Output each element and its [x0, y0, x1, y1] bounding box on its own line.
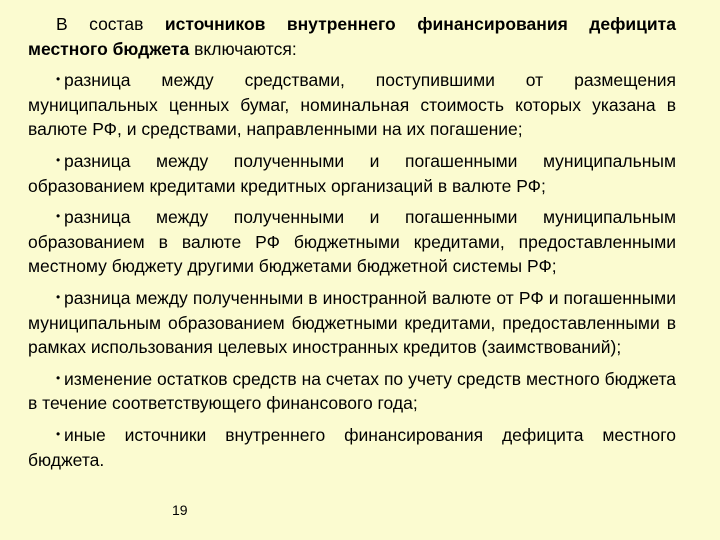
bullet-icon: •: [56, 289, 61, 304]
bullet-icon: •: [56, 152, 61, 167]
bullet-icon: •: [56, 72, 61, 87]
bullet-icon: •: [56, 370, 61, 385]
bullet-item-6: [28, 422, 676, 472]
slide-content: [28, 12, 676, 478]
bullet-icon: •: [56, 426, 61, 441]
bullet-icon: •: [56, 209, 61, 224]
intro-lead: В состав: [56, 14, 165, 34]
bullet-item-5: [28, 366, 676, 416]
intro-tail: включаются:: [189, 38, 297, 59]
intro-paragraph: [28, 12, 676, 61]
bullet-text: разница между полученными и погашенными муниципальным образованием в валюте РФ бюджетными кредитами, предоставленными местному бюджету другими бюджетами бюджетной системы РФ;: [28, 207, 676, 277]
bullet-text: иные источники внутреннего финансирования дефицита местного бюджета.: [28, 424, 676, 470]
bullet-text: разница между средствами, поступившими от размещения муниципальных ценных бумаг, номинальная стоимость которых указана в валюте РФ, и средствами, направленными на их погашение;: [28, 70, 676, 140]
bullet-item-3: [28, 204, 676, 279]
bullet-text: изменение остатков средств на счетах по учету средств местного бюджета в течение соответствующего финансового года;: [28, 368, 676, 414]
bullet-item-4: [28, 285, 676, 360]
bullet-text: разница между полученными в иностранной валюте от РФ и погашенными муниципальным образованием бюджетными кредитами, предоставленными в рамках использования целевых иностранных кредитов (заимствований);: [28, 287, 676, 358]
bullet-item-1: [28, 67, 676, 142]
intro-bold-term: источников внутреннего финансирования дефицита местного бюджета: [28, 14, 676, 59]
bullet-text: разница между полученными и погашенными муниципальным образованием кредитами кредитных организаций в валюте РФ;: [28, 150, 676, 196]
bullet-item-2: [28, 148, 676, 198]
page-number: 19: [172, 502, 188, 518]
